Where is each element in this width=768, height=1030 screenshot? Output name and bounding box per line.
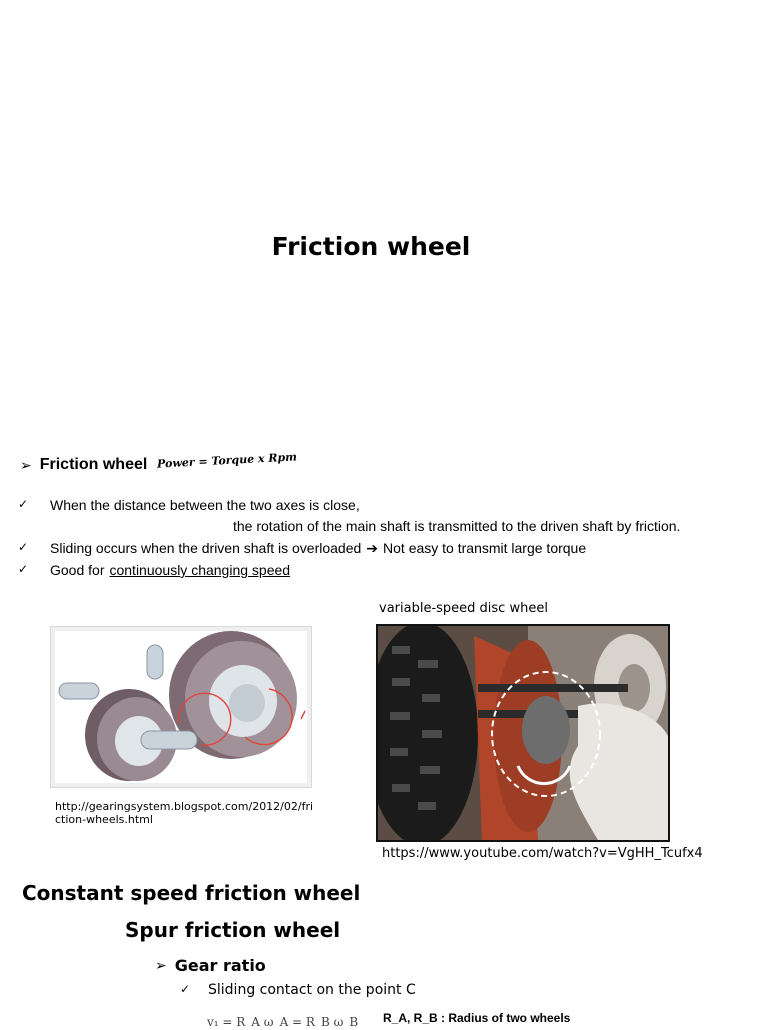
bullet-1-continuation: the rotation of the main shaft is transmitted to the driven shaft by friction.: [233, 518, 681, 534]
svg-text:v₁ = R_A ω_A = R_B ω_B: v₁ = R_A ω_A = R_B ω_B: [207, 1015, 359, 1026]
arrow-bullet-icon: ➢: [20, 456, 32, 473]
disc-wheel-drawing: [378, 626, 668, 840]
checkmark-icon: ✓: [18, 562, 29, 576]
formula-fragment: [205, 1012, 375, 1030]
checkmark-icon: ✓: [18, 497, 29, 511]
disc-wheel-caption: variable-speed disc wheel: [379, 601, 548, 616]
friction-wheels-drawing: [51, 627, 311, 787]
sliding-contact-item: [180, 982, 416, 998]
gear-ratio-text: Gear ratio: [174, 956, 266, 975]
page-title: Friction wheel: [271, 232, 471, 261]
friction-wheel-illustration: [50, 626, 312, 788]
sliding-contact-text: Sliding contact on the point C: [208, 982, 416, 998]
disc-wheel-photo: [376, 624, 670, 842]
checkmark-icon: ✓: [180, 982, 191, 996]
bullet-2-tail: Not easy to transmit large torque: [383, 540, 587, 556]
arrow-bullet-icon: ➢: [155, 957, 167, 974]
bullet-3-text: Good for: [50, 562, 105, 578]
section-heading-text: Friction wheel: [39, 456, 148, 473]
formula-note: R_A, R_B : Radius of two wheels: [383, 1011, 571, 1025]
right-image-source: https://www.youtube.com/watch?v=VgHH_Tcufx4: [382, 846, 703, 861]
right-arrow-icon: ➔: [366, 540, 379, 556]
bullet-1: [18, 497, 360, 513]
spur-friction-heading: Spur friction wheel: [125, 918, 341, 942]
bullet-1-text: When the distance between the two axes is close,: [50, 497, 360, 513]
checkmark-icon: ✓: [18, 540, 29, 554]
left-image-source: http://gearingsystem.blogspot.com/2012/02/friction-wheels.html: [55, 800, 314, 826]
section-heading: [20, 449, 298, 474]
bullet-3-underlined: continuously changing speed: [109, 562, 291, 578]
gear-ratio-item: [155, 956, 266, 975]
constant-speed-heading: Constant speed friction wheel: [22, 881, 361, 905]
handwritten-note: Power = Torque x Rpm: [157, 449, 298, 471]
bullet-2-text: Sliding occurs when the driven shaft is overloaded: [50, 540, 362, 556]
bullet-3: [18, 562, 290, 578]
bullet-2: [18, 540, 586, 557]
